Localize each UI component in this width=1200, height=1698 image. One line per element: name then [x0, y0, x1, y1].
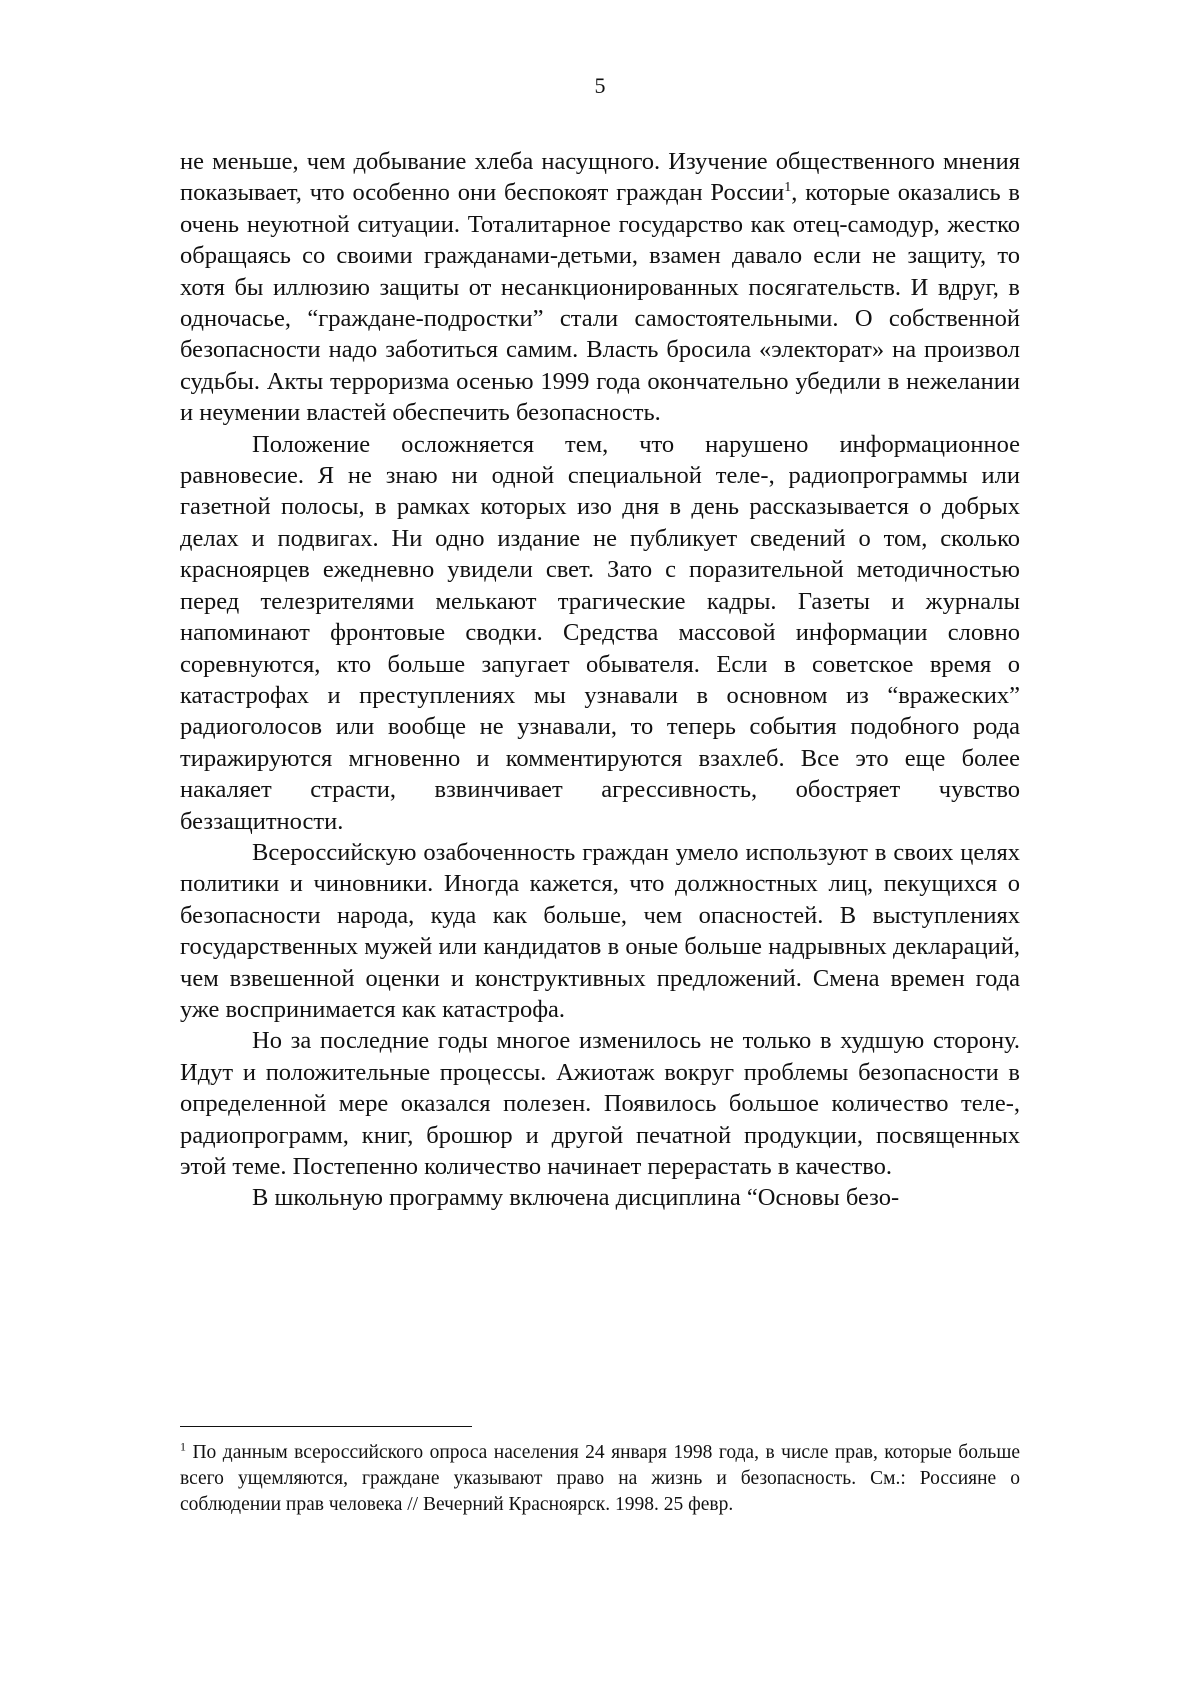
paragraph-text: , которые оказались в очень неуютной ситуации. Тоталитарное государство как отец-самодур, жестко обращаясь со своими гражданами-детьми, взамен давало если не защиту, то хотя бы иллюзию защиты от несанкционированных посягательств. И вдруг, в одночасье, “граждане-подростки” стали самостоятельными. О собственной безопасности надо заботиться самим. Власть бросила «электорат» на произвол судьбы. Акты терроризма осенью 1999 года окончательно убедили в нежелании и неумении властей обеспечить безопасность. — [180, 179, 1020, 427]
footnote-reference: 1 — [784, 180, 792, 196]
paragraph-text: не меньше, чем добывание хлеба насущного. Изучение общественного мнения показывает, что особенно они беспокоят граждан России — [180, 148, 1020, 207]
paragraph: В школьную программу включена дисциплина “Основы безо- — [252, 1184, 900, 1212]
footnote-separator — [180, 1426, 472, 1427]
paragraph: Положение осложняется тем, что нарушено информационное равновесие. Я не знаю ни одной специальной теле-, радиопрограммы или газетной полосы, в рамках которых изо дня в день рассказывается о добрых делах и подвигах. Ни одно издание не публикует сведений о том, сколько красноярцев ежедневно увидели свет. Зато с поразительной методичностью перед телезрителями мелькают трагические кадры. Газеты и журналы напоминают фронтовые сводки. Средства массовой информации словно соревнуются, кто больше запугает обывателя. Если в советское время о катастрофах и преступлениях мы узнавали в основном из “вражеских” радиоголосов или вообще не узнавали, то теперь события подобного рода тиражируются мгновенно и комментируются взахлеб. Все это еще более накаляет страсти, взвинчивает агрессивность, обостряет чувство беззащитности. — [180, 430, 1020, 835]
footnote-text: По данным всероссийского опроса населения 24 января 1998 года, в числе прав, которые больше всего ущемляются, граждане указывают право на жизнь и безопасность. См.: Россияне о соблюдении прав человека // Вечерний Красноярск. 1998. 25 февр. — [180, 1442, 1020, 1515]
paragraph: Но за последние годы многое изменилось не только в худшую сторону. Идут и положительные процессы. Ажиотаж вокруг проблемы безопасности в определенной мере оказался полезен. Появилось большое количество теле-, радиопрограмм, книг, брошюр и другой печатной продукции, посвященных этой теме. Постепенно количество начинает перерастать в качество. — [180, 1027, 1020, 1180]
paragraph — [180, 146, 1020, 429]
main-text — [180, 146, 1020, 1214]
paragraph: Всероссийскую озабоченность граждан умело используют в своих целях политики и чиновники. Иногда кажется, что должностных лиц, пекущихся о безопасности народа, куда как больше, чем опасностей. В выступлениях государственных мужей или кандидатов в оные больше надрывных деклараций, чем взвешенной оценки и конструктивных предложений. Смена времен года уже воспринимается как катастрофа. — [180, 838, 1020, 1023]
page-number: 5 — [594, 73, 606, 98]
footnote — [180, 1440, 1020, 1518]
footnote-marker: 1 — [180, 1439, 186, 1454]
